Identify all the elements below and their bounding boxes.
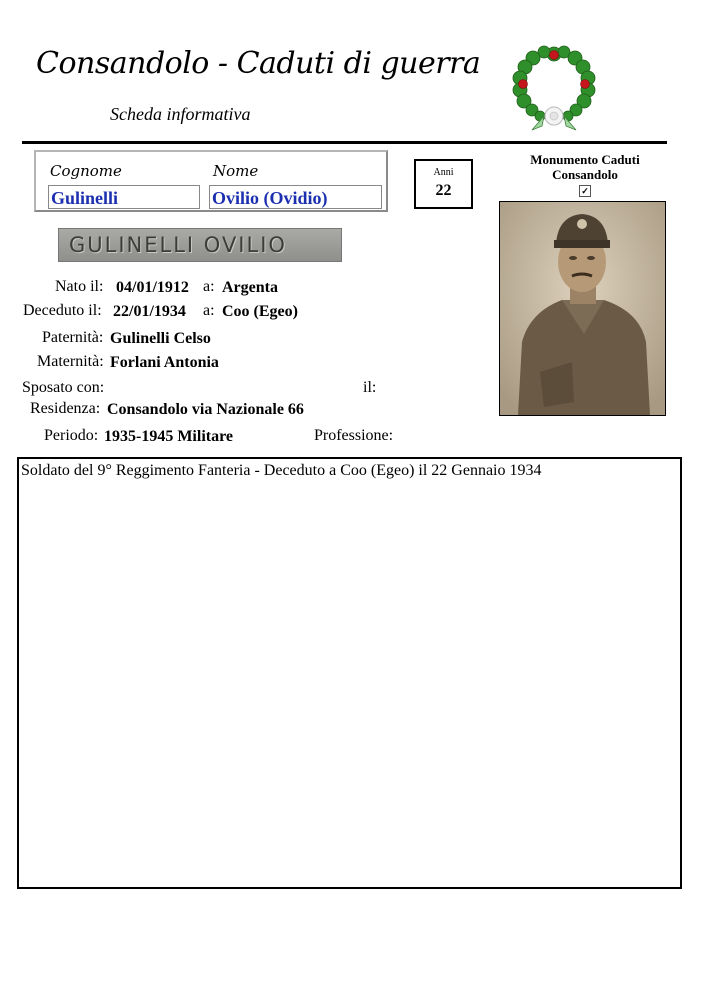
paternita-label: Paternità: (42, 329, 104, 346)
deceduto-place: Coo (Egeo) (222, 303, 298, 320)
residenza-label: Residenza: (30, 400, 101, 417)
page-subtitle: Scheda informativa (110, 104, 251, 124)
portrait-photo (499, 201, 666, 416)
maternita-value: Forlani Antonia (110, 354, 219, 371)
paternita-value: Gulinelli Celso (110, 330, 211, 347)
monument-section (520, 152, 650, 197)
residenza-value: Consandolo via Nazionale 66 (107, 401, 304, 418)
nome-label: Nome (213, 162, 259, 180)
engraved-plaque: GULINELLI OVILIO (58, 228, 342, 262)
wreath-icon (508, 42, 600, 134)
monument-label-line2: Consandolo (552, 167, 618, 182)
monument-checkbox[interactable]: ✓ (579, 185, 591, 197)
cognome-field[interactable]: Gulinelli (48, 185, 200, 209)
periodo-value: 1935-1945 Militare (104, 428, 234, 445)
header-divider (22, 141, 667, 144)
periodo-label: Periodo: (44, 427, 99, 444)
nato-label: Nato il: (55, 278, 104, 295)
sposato-il-label: il: (363, 379, 377, 396)
age-box (414, 159, 473, 209)
cognome-label: Cognome (50, 162, 122, 180)
deceduto-date: 22/01/1934 (113, 303, 186, 320)
nato-a-label: a: (203, 278, 215, 295)
nato-place: Argenta (222, 279, 278, 296)
deceduto-a-label: a: (203, 302, 215, 319)
deceduto-label: Deceduto il: (23, 302, 102, 319)
maternita-label: Maternità: (37, 353, 104, 370)
professione-label: Professione: (314, 427, 394, 444)
monument-label-line1: Monumento Caduti (530, 152, 640, 167)
age-label: Anni (433, 167, 454, 178)
age-value: 22 (435, 182, 452, 199)
page-title: Consandolo - Caduti di guerra (36, 46, 481, 81)
nato-date: 04/01/1912 (116, 279, 189, 296)
description-text: Soldato del 9° Reggimento Fanteria - Deceduto a Coo (Egeo) il 22 Gennaio 1934 (21, 462, 542, 479)
sposato-label: Sposato con: (22, 379, 105, 396)
description-box (17, 457, 682, 889)
nome-field[interactable]: Ovilio (Ovidio) (209, 185, 382, 209)
